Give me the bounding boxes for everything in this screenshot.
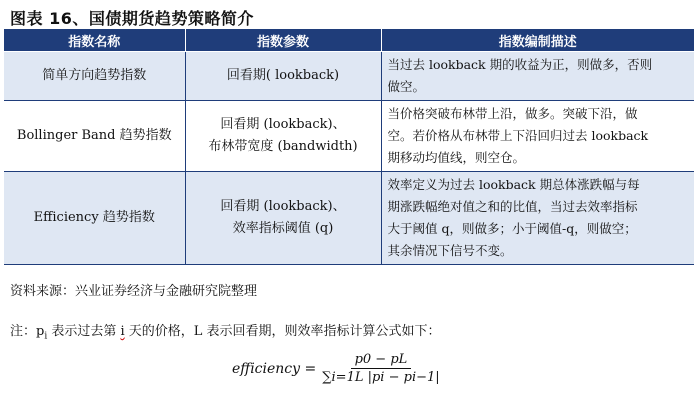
index-description-cell — [381, 101, 694, 172]
index-params-cell — [185, 52, 381, 101]
param-line: 回看期 (lookback)、 — [220, 117, 346, 132]
formula-note — [10, 320, 441, 342]
desc-line: 效率定义为过去 lookback 期总体涨跌幅与每 — [387, 177, 640, 192]
note-rest: 天的价格，L 表示回看期，则效率指标计算公式如下： — [124, 324, 441, 339]
source-note: 资料来源：兴业证券经济与金融研究院整理 — [10, 284, 258, 299]
desc-line: 其余情况下信号不变。 — [387, 243, 513, 258]
desc-line: 当价格突破布林带上沿，做多。突破下沿，做 — [387, 106, 638, 121]
index-params-cell — [185, 172, 381, 265]
formula-lhs: efficiency = — [232, 360, 317, 377]
desc-line: 期涨跌幅绝对值之和的比值，当过去效率指标 — [387, 199, 638, 214]
desc-line: 大于阈值 q，则做多；小于阈值-q，则做空； — [387, 221, 637, 236]
formula-fraction — [322, 352, 439, 385]
desc-line: 空。若价格从布林带上下沿回归过去 lookback — [387, 128, 649, 143]
strategy-table — [4, 29, 694, 265]
table-row — [4, 172, 694, 265]
formula-denominator: ∑i=1L |pi − pi−1| — [322, 370, 440, 385]
desc-line: 期移动均值线，则空仓。 — [387, 150, 526, 165]
efficiency-formula — [232, 352, 440, 385]
index-name-cell: Efficiency 趋势指数 — [4, 172, 185, 265]
note-i-char: i — [120, 324, 125, 339]
index-name-cell: 简单方向趋势指数 — [4, 52, 185, 101]
index-description-cell — [381, 172, 694, 265]
formula-numerator: p0 − pL — [351, 352, 412, 369]
header-index-description: 指数编制描述 — [381, 29, 694, 52]
param-line: 回看期( lookback) — [226, 68, 340, 83]
table-row — [4, 52, 694, 101]
table-row — [4, 101, 694, 172]
index-name-cell: Bollinger Band 趋势指数 — [4, 101, 185, 172]
note-prefix: 注：p — [10, 324, 45, 339]
note-subscript-i: i — [44, 331, 48, 342]
header-index-params: 指数参数 — [185, 29, 381, 52]
index-params-cell — [185, 101, 381, 172]
index-description-cell — [381, 52, 694, 101]
figure-title: 图表 16、国债期货趋势策略简介 — [10, 9, 254, 28]
header-index-name: 指数名称 — [4, 29, 185, 52]
param-line: 回看期 (lookback)、 — [220, 199, 346, 214]
param-line: 布林带宽度 (bandwidth) — [208, 139, 358, 154]
param-line: 效率指标阈值 (q) — [232, 221, 334, 236]
desc-line: 做空。 — [387, 79, 426, 94]
table-header-row — [4, 29, 694, 52]
desc-line: 当过去 lookback 期的收益为正，则做多，否则 — [387, 57, 653, 72]
note-mid: 表示过去第 — [47, 324, 121, 339]
